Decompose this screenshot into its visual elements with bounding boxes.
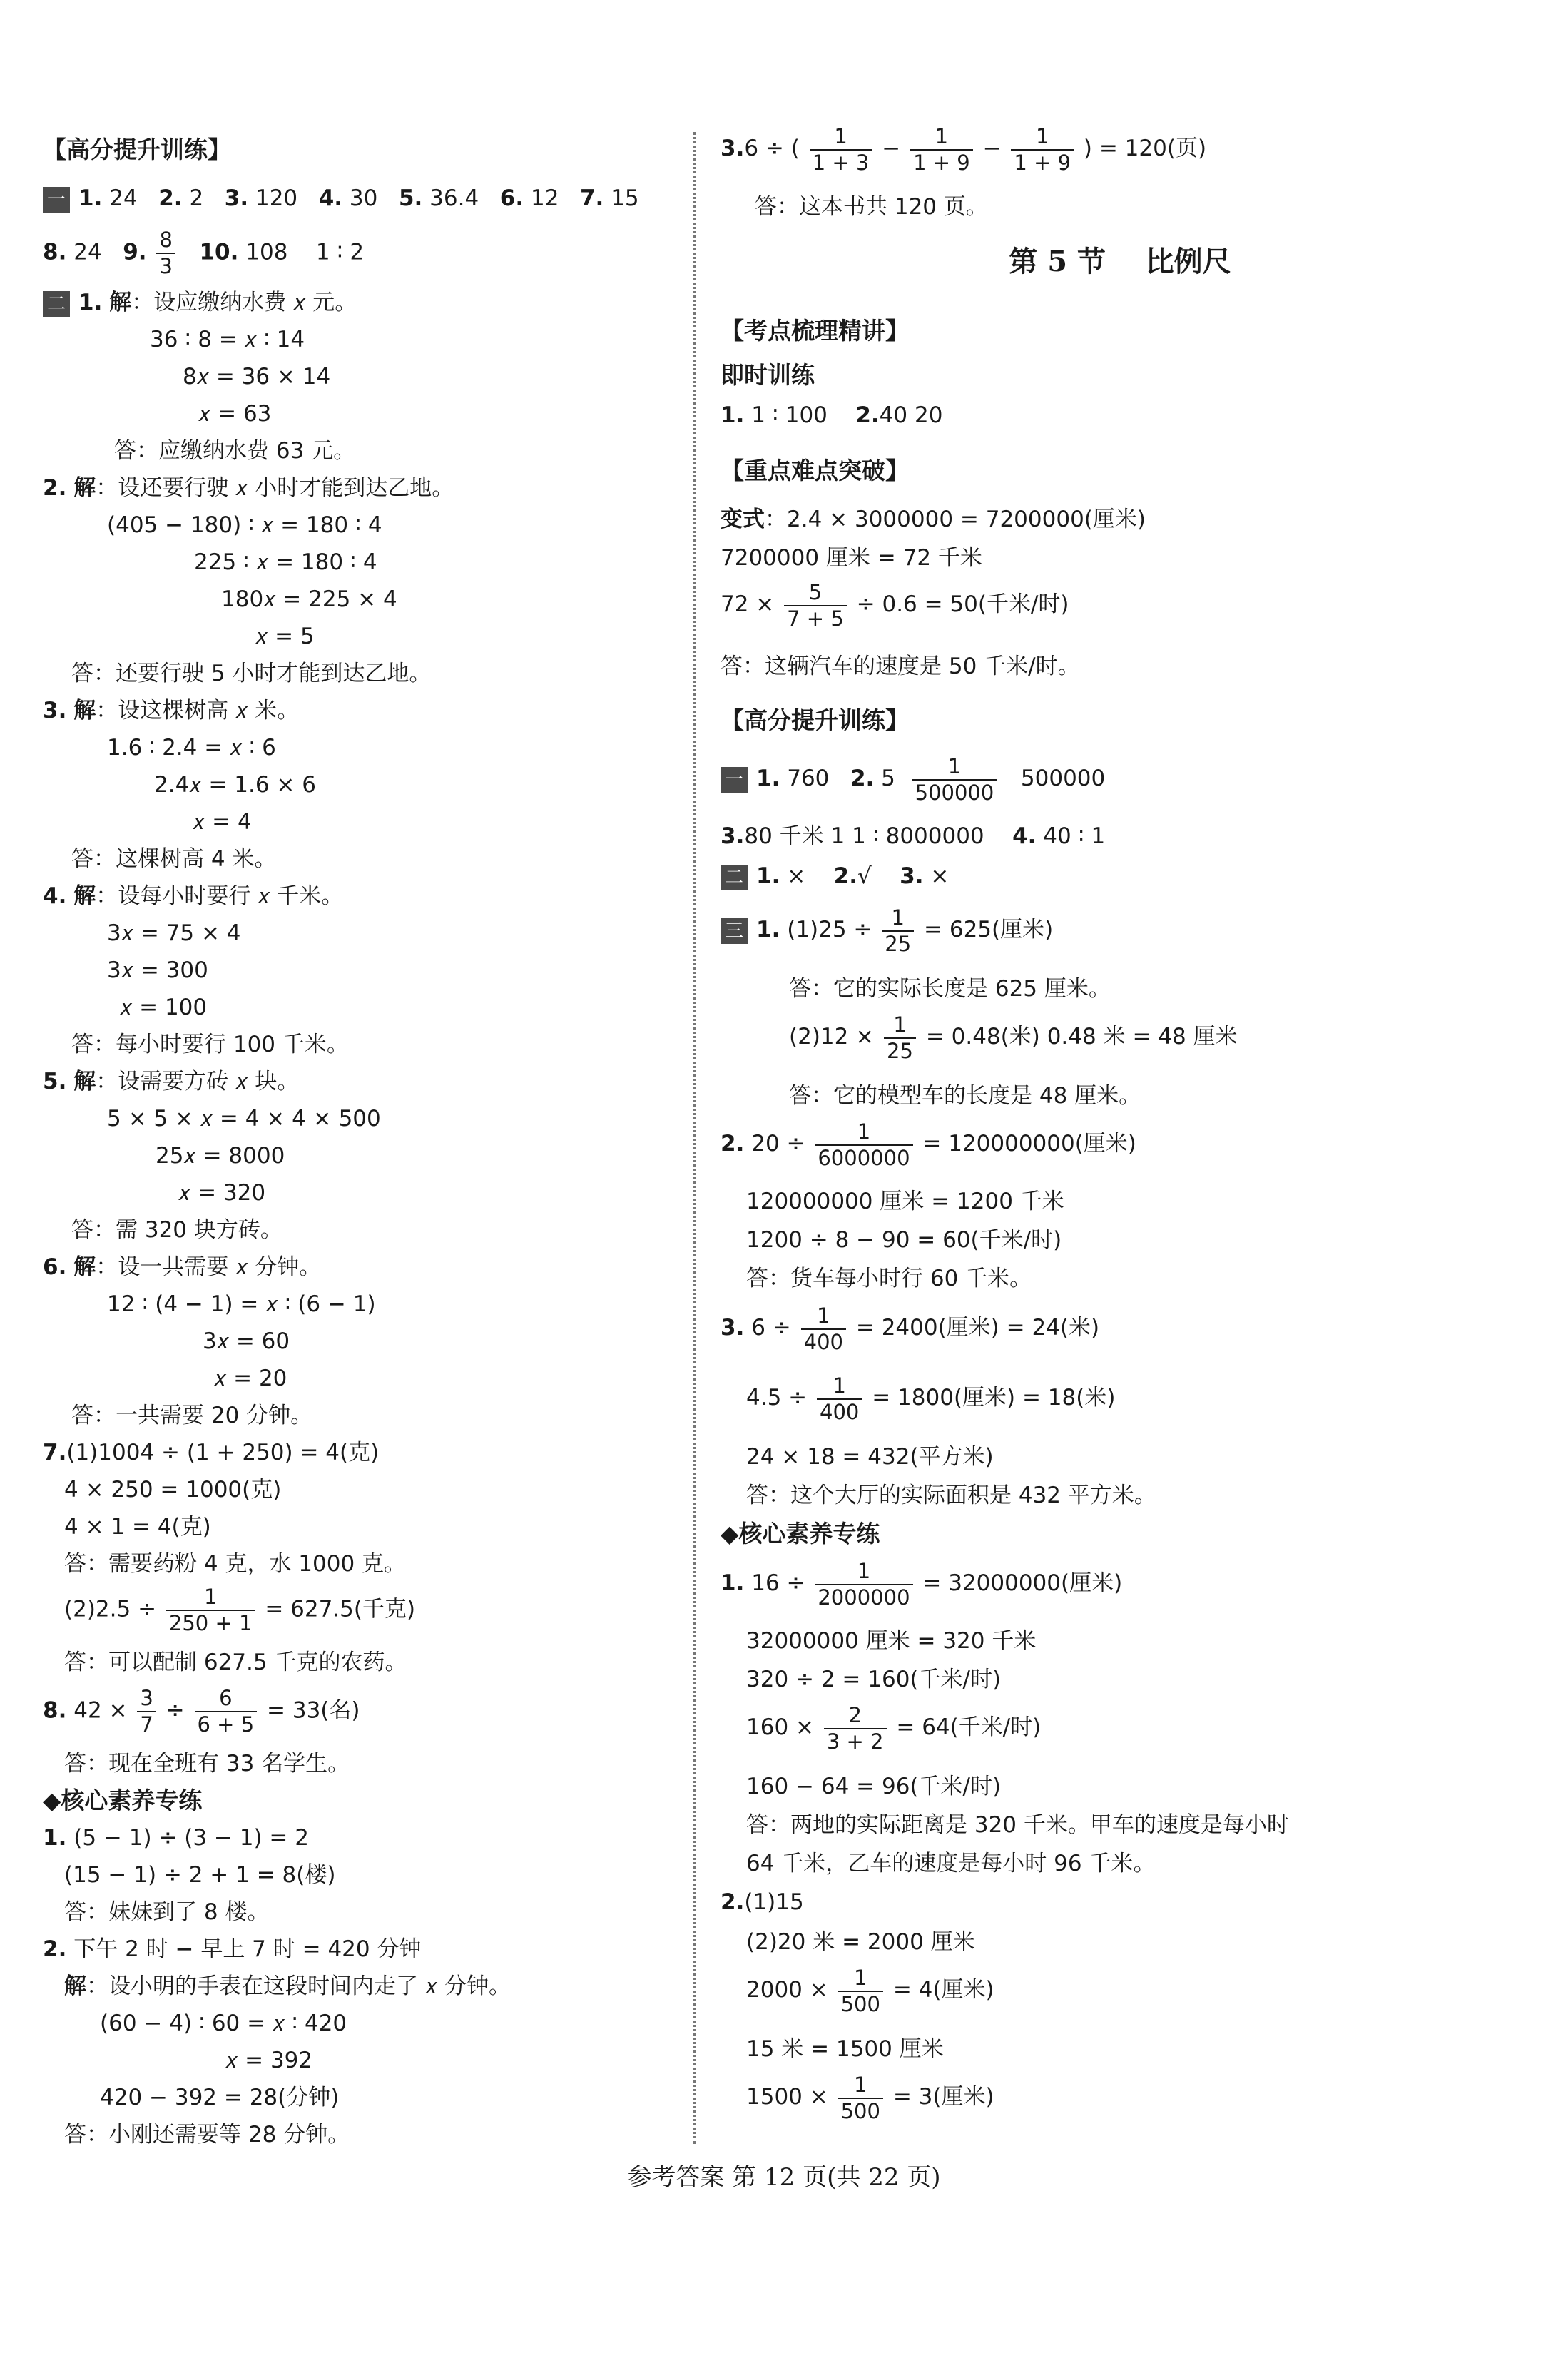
equation: 420 − 392 = 28(分钟) xyxy=(100,2085,340,2110)
q3-header: 3. 解：设这棵树高 𝑥 米。 xyxy=(43,698,300,723)
answer-value: 15 xyxy=(611,186,639,211)
section-title: 第 5 节 比例尺 xyxy=(1009,245,1231,278)
equation: 3𝑥 = 300 xyxy=(107,957,208,983)
equation: 180𝑥 = 225 × 4 xyxy=(221,586,397,612)
q1-header: 二 1. 解：设应缴纳水费 𝑥 元。 xyxy=(43,288,357,317)
answer: 答：现在全班有 33 名学生。 xyxy=(64,1751,350,1777)
section-heading: 【考点梳理精讲】 xyxy=(721,317,909,345)
q8-line: 8. 42 × $\frac{3}{7}$ ÷ $\frac{6}{6 + 5}$ = 33(名) xyxy=(43,1686,360,1737)
equation: 𝑥 = 5 xyxy=(255,624,315,649)
answer-value: 2 xyxy=(189,186,204,211)
equation: 1500 × $\frac{1}{500}$ = 3(厘米) xyxy=(746,2072,994,2123)
part-one-tag: 一 xyxy=(721,767,748,793)
answer-value: 36.4 xyxy=(429,186,479,211)
h2-solve: 解：设小明的手表在这段时间内走了 𝑥 分钟。 xyxy=(64,1973,511,1999)
t2-line: 2. 20 ÷ $\frac{1}{6000000}$ = 120000000(厘米) xyxy=(721,1119,1136,1170)
part-three-tag: 三 xyxy=(721,918,748,944)
answer-value: 30 xyxy=(349,186,378,211)
equation: 120000000 厘米 = 1200 千米 xyxy=(746,1189,1064,1214)
answer: 答：货车每小时行 60 千米。 xyxy=(746,1266,1032,1291)
equation: (2)2.5 ÷ $\frac{1}{250 + 1}$ = 627.5(千克) xyxy=(64,1585,416,1635)
equation: 1.6 ∶ 2.4 = 𝑥 ∶ 6 xyxy=(107,735,276,761)
equation: 160 − 64 = 96(千米/时) xyxy=(746,1774,1002,1799)
equation: 𝑥 = 63 xyxy=(198,401,272,427)
answer-number: 5. xyxy=(398,186,423,211)
answer: 答：这个大厅的实际面积是 432 平方米。 xyxy=(746,1483,1156,1508)
answer-number: 6. xyxy=(499,186,524,211)
equation: (60 − 4) ∶ 60 = 𝑥 ∶ 420 xyxy=(100,2011,347,2036)
answer: 答：这本书共 120 页。 xyxy=(755,194,988,220)
section-heading: ◆核心素养专练 xyxy=(43,1787,203,1814)
equation: (2)12 × $\frac{1}{25}$ = 0.48(米) 0.48 米 = 48 厘米 xyxy=(789,1012,1238,1063)
equation: 𝑥 = 20 xyxy=(214,1366,287,1391)
q5-header: 5. 解：设需要方砖 𝑥 块。 xyxy=(43,1069,300,1094)
h1-line: 1. 16 ÷ $\frac{1}{2000000}$ = 32000000(厘米) xyxy=(721,1558,1123,1610)
equation: 3𝑥 = 60 xyxy=(203,1328,290,1354)
equation: 2000 × $\frac{1}{500}$ = 4(厘米) xyxy=(746,1965,994,2016)
answer-row: 1. 1 ∶ 100 2.40 20 xyxy=(721,402,943,428)
equation: 8𝑥 = 36 × 14 xyxy=(183,364,331,390)
section-heading: 【高分提升训练】 xyxy=(43,136,231,163)
equation: 𝑥 = 100 xyxy=(120,995,208,1020)
equation: 𝑥 = 4 xyxy=(193,809,252,835)
h2-line: 2. 下午 2 时 − 早上 7 时 = 420 分钟 xyxy=(43,1936,422,1962)
equation: 24 × 18 = 432(平方米) xyxy=(746,1444,994,1470)
equation: 1200 ÷ 8 − 90 = 60(千米/时) xyxy=(746,1227,1062,1253)
answer: 答：需 320 块方砖。 xyxy=(71,1217,282,1243)
answer-row: 3.80 千米 1 1 ∶ 8000000 4. 40 ∶ 1 xyxy=(721,823,1106,849)
equation: (2)20 米 = 2000 厘米 xyxy=(746,1929,975,1955)
answer: 答：需要药粉 4 克，水 1000 克。 xyxy=(64,1551,407,1577)
h2-line: 2.(1)15 xyxy=(721,1889,804,1915)
equation: 12 ∶ (4 − 1) = 𝑥 ∶ (6 − 1) xyxy=(107,1291,376,1317)
t1-line: 三 1. (1)25 ÷ $\frac{1}{25}$ = 625(厘米) xyxy=(721,906,1053,955)
answer: 答：这棵树高 4 米。 xyxy=(71,846,277,872)
equation: 225 ∶ 𝑥 = 180 ∶ 4 xyxy=(194,549,377,575)
equation: 32000000 厘米 = 320 千米 xyxy=(746,1628,1037,1654)
equation: (15 − 1) ÷ 2 + 1 = 8(楼) xyxy=(64,1862,336,1888)
q2-header: 2. 解：设还要行驶 𝑥 小时才能到达乙地。 xyxy=(43,475,454,501)
answer-number: 7. xyxy=(579,186,604,211)
part-one-tag: 一 xyxy=(43,187,70,213)
equation: (405 − 180) ∶ 𝑥 = 180 ∶ 4 xyxy=(107,512,382,538)
answer: 答：两地的实际距离是 320 千米。甲车的速度是每小时 xyxy=(746,1812,1289,1838)
answer-value: 120 xyxy=(255,186,298,211)
subsection-heading: 即时训练 xyxy=(721,361,815,389)
equation: 320 ÷ 2 = 160(千米/时) xyxy=(746,1667,1002,1692)
answer: 答：还要行驶 5 小时才能到达乙地。 xyxy=(71,661,432,686)
answer: 64 千米，乙车的速度是每小时 96 千米。 xyxy=(746,1851,1156,1876)
equation: 160 × $\frac{2}{3 + 2}$ = 64(千米/时) xyxy=(746,1702,1042,1754)
fraction: $\frac{8}{3}$ xyxy=(156,230,175,277)
equation: 25𝑥 = 8000 xyxy=(156,1143,285,1169)
answer-number: 4. xyxy=(318,186,343,211)
equation: 36 ∶ 8 = 𝑥 ∶ 14 xyxy=(150,327,305,352)
answer-row: 一 1. 760 2. 5 $\frac{1}{500000}$ 500000 xyxy=(721,755,1105,803)
answer-row-2: 8. 24 9. $\frac{8}{3}$ 10. 108 1 ∶ 2 xyxy=(43,228,365,278)
equation: 4 × 1 = 4(克) xyxy=(64,1514,211,1540)
equation: 3𝑥 = 75 × 4 xyxy=(107,920,241,946)
equation: 2.4𝑥 = 1.6 × 6 xyxy=(154,772,316,798)
answer-number: 2. xyxy=(158,186,183,211)
equation: 5 × 5 × 𝑥 = 4 × 4 × 500 xyxy=(107,1106,381,1132)
bs-line: 变式：2.4 × 3000000 = 7200000(厘米) xyxy=(721,507,1146,532)
equation: 15 米 = 1500 厘米 xyxy=(746,2036,944,2062)
answer: 答：可以配制 627.5 千克的农药。 xyxy=(64,1650,407,1675)
answer: 答：应缴纳水费 63 元。 xyxy=(114,438,356,464)
q6-header: 6. 解：设一共需要 𝑥 分钟。 xyxy=(43,1254,322,1280)
answer: 答：妹妹到了 8 楼。 xyxy=(64,1899,270,1925)
answer: 答：它的实际长度是 625 厘米。 xyxy=(789,976,1111,1002)
answer-value: 12 xyxy=(530,186,559,211)
answer: 答：小刚还需要等 28 分钟。 xyxy=(64,2122,350,2148)
answer: 答：每小时要行 100 千米。 xyxy=(71,1032,349,1057)
h1-line: 1. (5 − 1) ÷ (3 − 1) = 2 xyxy=(43,1825,309,1851)
answer-row: 二 1. × 2.√ 3. × xyxy=(721,862,949,890)
equation: 7200000 厘米 = 72 千米 xyxy=(721,545,982,571)
page-footer: 参考答案 第 12 页(共 22 页) xyxy=(627,2163,941,2192)
equation: 4 × 250 = 1000(克) xyxy=(64,1477,282,1503)
answer: 答：这辆汽车的速度是 50 千米/时。 xyxy=(721,654,1080,679)
q7-line: 7.(1)1004 ÷ (1 + 250) = 4(克) xyxy=(43,1440,380,1465)
answer: 答：一共需要 20 分钟。 xyxy=(71,1403,313,1428)
q4-header: 4. 解：设每小时要行 𝑥 千米。 xyxy=(43,883,344,909)
t3-line: 3. 6 ÷ $\frac{1}{400}$ = 2400(厘米) = 24(米) xyxy=(721,1303,1100,1354)
r3-line: 3.6 ÷ ( $\frac{1}{1 + 3}$ − $\frac{1}{1 + 9}$ − $\frac{1}{1 + 9}$ ) = 120(页) xyxy=(721,123,1207,175)
section-heading: ◆核心素养专练 xyxy=(721,1520,880,1548)
answer-value: 24 xyxy=(109,186,138,211)
answer-row-1 xyxy=(43,184,660,213)
equation: 𝑥 = 320 xyxy=(178,1180,266,1206)
column-divider xyxy=(693,132,696,2144)
equation: 4.5 ÷ $\frac{1}{400}$ = 1800(厘米) = 18(米) xyxy=(746,1373,1116,1424)
section-heading: 【重点难点突破】 xyxy=(721,457,909,484)
section-heading: 【高分提升训练】 xyxy=(721,706,909,734)
answer-number: 3. xyxy=(224,186,249,211)
equation: 𝑥 = 392 xyxy=(225,2048,313,2073)
answer-number: 1. xyxy=(78,186,103,211)
equation: 72 × $\frac{5}{7 + 5}$ ÷ 0.6 = 50(千米/时) xyxy=(721,579,1069,631)
answer: 答：它的模型车的长度是 48 厘米。 xyxy=(789,1083,1141,1109)
part-two-tag: 二 xyxy=(43,291,70,317)
part-two-tag: 二 xyxy=(721,865,748,890)
